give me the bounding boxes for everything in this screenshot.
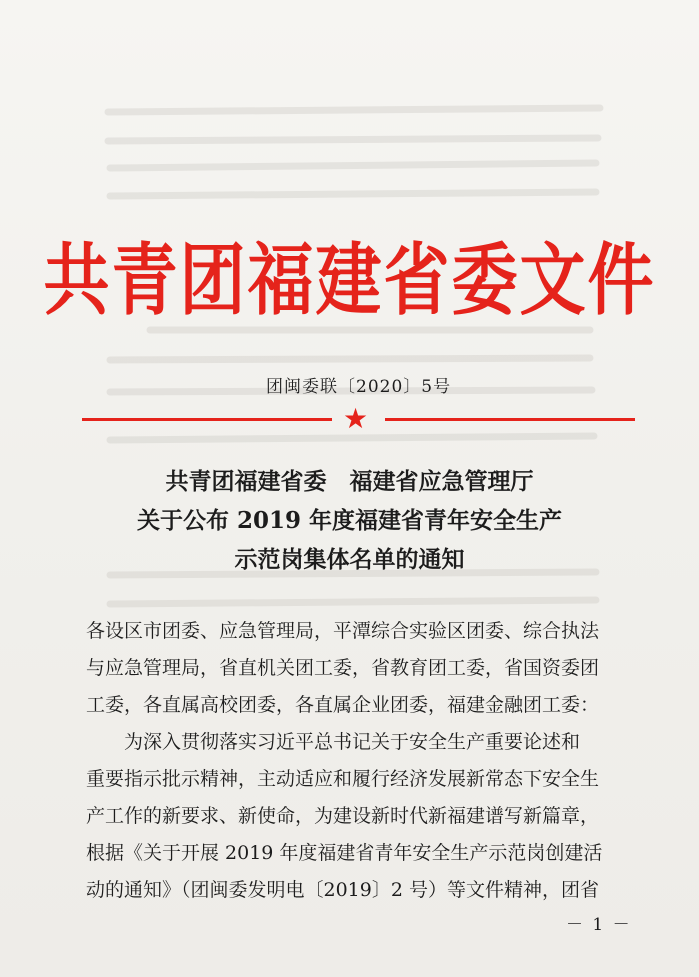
body-line: 重要指示批示精神，主动适应和履行经济发展新常态下安全生	[86, 768, 600, 790]
star-icon: ★	[343, 402, 369, 435]
document-number: 团闽委联〔2020〕5号	[266, 377, 452, 397]
title-line-2: 关于公布 2019 年度福建省青年安全生产	[136, 507, 563, 534]
title-line-3: 示范岗集体名单的通知	[234, 546, 465, 573]
body-line: 各设区市团委、应急管理局，平潭综合实验区团委、综合执法	[86, 620, 600, 642]
body-line: 根据《关于开展 2019 年度福建省青年安全生产示范岗创建活	[86, 842, 603, 864]
red-rule-left	[82, 418, 332, 421]
body-line: 与应急管理局，省直机关团工委，省教育团工委，省国资委团	[86, 657, 600, 679]
document-masthead: 共青团福建省委文件	[43, 235, 656, 326]
red-rule-right	[385, 418, 635, 421]
body-line: 工委，各直属高校团委，各直属企业团委，福建金融团工委：	[86, 694, 600, 716]
body-line: 动的通知》（团闽委发明电〔2019〕2 号）等文件精神，团省	[86, 879, 599, 901]
body-line: 产工作的新要求、新使命，为建设新时代新福建谱写新篇章，	[86, 805, 600, 827]
body-line: 为深入贯彻落实习近平总书记关于安全生产重要论述和	[86, 731, 581, 753]
body-text	[86, 613, 646, 909]
page-number: － 1 －	[566, 915, 632, 935]
title-line-1: 共青团福建省委 福建省应急管理厅	[165, 468, 534, 495]
